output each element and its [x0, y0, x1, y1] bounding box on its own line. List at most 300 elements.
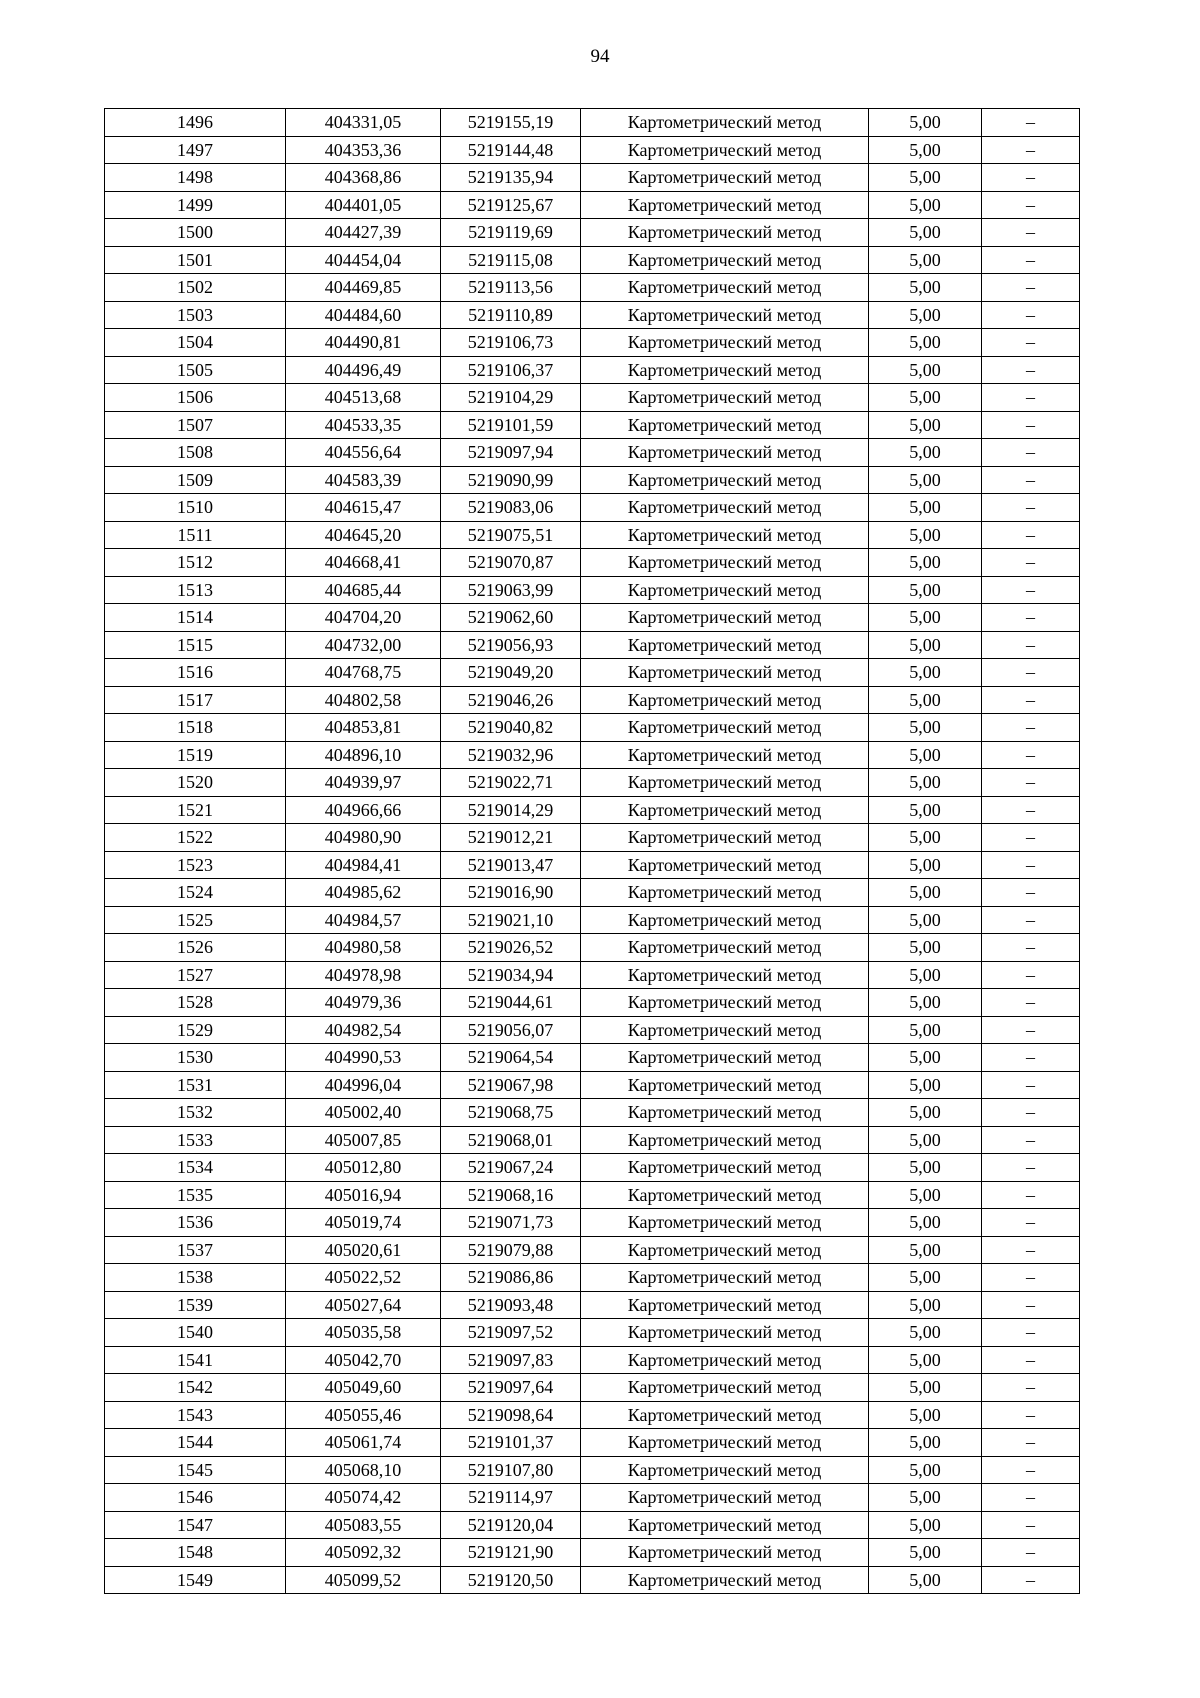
accuracy-cell: 5,00 [869, 741, 982, 769]
method-cell: Картометрический метод [581, 741, 869, 769]
y-coordinate-cell: 5219016,90 [441, 879, 581, 907]
table-row [105, 1016, 1080, 1044]
table-row [105, 1319, 1080, 1347]
point-number-cell: 1528 [105, 989, 286, 1017]
point-number-cell: 1534 [105, 1154, 286, 1182]
point-number-cell: 1523 [105, 851, 286, 879]
accuracy-cell: 5,00 [869, 1456, 982, 1484]
y-coordinate-cell: 5219021,10 [441, 906, 581, 934]
x-coordinate-cell: 404996,04 [286, 1071, 441, 1099]
accuracy-cell: 5,00 [869, 521, 982, 549]
point-number-cell: 1513 [105, 576, 286, 604]
point-number-cell: 1509 [105, 466, 286, 494]
note-cell: – [982, 191, 1080, 219]
accuracy-cell: 5,00 [869, 934, 982, 962]
accuracy-cell: 5,00 [869, 1319, 982, 1347]
x-coordinate-cell: 405007,85 [286, 1126, 441, 1154]
table-row [105, 1456, 1080, 1484]
accuracy-cell: 5,00 [869, 246, 982, 274]
accuracy-cell: 5,00 [869, 384, 982, 412]
method-cell: Картометрический метод [581, 1044, 869, 1072]
point-number-cell: 1541 [105, 1346, 286, 1374]
method-cell: Картометрический метод [581, 1374, 869, 1402]
x-coordinate-cell: 404853,81 [286, 714, 441, 742]
x-coordinate-cell: 404985,62 [286, 879, 441, 907]
table-row [105, 796, 1080, 824]
accuracy-cell: 5,00 [869, 136, 982, 164]
accuracy-cell: 5,00 [869, 796, 982, 824]
y-coordinate-cell: 5219064,54 [441, 1044, 581, 1072]
note-cell: – [982, 961, 1080, 989]
y-coordinate-cell: 5219068,16 [441, 1181, 581, 1209]
y-coordinate-cell: 5219097,94 [441, 439, 581, 467]
x-coordinate-cell: 404645,20 [286, 521, 441, 549]
method-cell: Картометрический метод [581, 1511, 869, 1539]
point-number-cell: 1548 [105, 1539, 286, 1567]
accuracy-cell: 5,00 [869, 1484, 982, 1512]
x-coordinate-cell: 404331,05 [286, 109, 441, 137]
note-cell: – [982, 1566, 1080, 1594]
method-cell: Картометрический метод [581, 1016, 869, 1044]
table-row [105, 631, 1080, 659]
y-coordinate-cell: 5219034,94 [441, 961, 581, 989]
point-number-cell: 1498 [105, 164, 286, 192]
x-coordinate-cell: 405035,58 [286, 1319, 441, 1347]
note-cell: – [982, 411, 1080, 439]
method-cell: Картометрический метод [581, 521, 869, 549]
point-number-cell: 1505 [105, 356, 286, 384]
table-row [105, 1539, 1080, 1567]
x-coordinate-cell: 405042,70 [286, 1346, 441, 1374]
point-number-cell: 1503 [105, 301, 286, 329]
accuracy-cell: 5,00 [869, 1236, 982, 1264]
note-cell: – [982, 1154, 1080, 1182]
point-number-cell: 1501 [105, 246, 286, 274]
x-coordinate-cell: 404427,39 [286, 219, 441, 247]
table-row [105, 824, 1080, 852]
point-number-cell: 1521 [105, 796, 286, 824]
y-coordinate-cell: 5219093,48 [441, 1291, 581, 1319]
table-row [105, 879, 1080, 907]
point-number-cell: 1506 [105, 384, 286, 412]
table-row [105, 686, 1080, 714]
point-number-cell: 1504 [105, 329, 286, 357]
point-number-cell: 1544 [105, 1429, 286, 1457]
note-cell: – [982, 906, 1080, 934]
table-row [105, 164, 1080, 192]
x-coordinate-cell: 404583,39 [286, 466, 441, 494]
accuracy-cell: 5,00 [869, 1099, 982, 1127]
y-coordinate-cell: 5219014,29 [441, 796, 581, 824]
method-cell: Картометрический метод [581, 356, 869, 384]
x-coordinate-cell: 404978,98 [286, 961, 441, 989]
y-coordinate-cell: 5219090,99 [441, 466, 581, 494]
x-coordinate-cell: 405020,61 [286, 1236, 441, 1264]
accuracy-cell: 5,00 [869, 1511, 982, 1539]
point-number-cell: 1536 [105, 1209, 286, 1237]
method-cell: Картометрический метод [581, 1126, 869, 1154]
y-coordinate-cell: 5219040,82 [441, 714, 581, 742]
x-coordinate-cell: 405074,42 [286, 1484, 441, 1512]
accuracy-cell: 5,00 [869, 1126, 982, 1154]
method-cell: Картометрический метод [581, 1099, 869, 1127]
method-cell: Картометрический метод [581, 301, 869, 329]
y-coordinate-cell: 5219056,93 [441, 631, 581, 659]
note-cell: – [982, 1236, 1080, 1264]
x-coordinate-cell: 404533,35 [286, 411, 441, 439]
method-cell: Картометрический метод [581, 1264, 869, 1292]
note-cell: – [982, 136, 1080, 164]
y-coordinate-cell: 5219120,50 [441, 1566, 581, 1594]
x-coordinate-cell: 405016,94 [286, 1181, 441, 1209]
table-row [105, 494, 1080, 522]
note-cell: – [982, 246, 1080, 274]
y-coordinate-cell: 5219104,29 [441, 384, 581, 412]
point-number-cell: 1514 [105, 604, 286, 632]
accuracy-cell: 5,00 [869, 686, 982, 714]
y-coordinate-cell: 5219119,69 [441, 219, 581, 247]
y-coordinate-cell: 5219071,73 [441, 1209, 581, 1237]
accuracy-cell: 5,00 [869, 191, 982, 219]
note-cell: – [982, 604, 1080, 632]
y-coordinate-cell: 5219115,08 [441, 246, 581, 274]
y-coordinate-cell: 5219101,59 [441, 411, 581, 439]
x-coordinate-cell: 405012,80 [286, 1154, 441, 1182]
table-row [105, 356, 1080, 384]
method-cell: Картометрический метод [581, 109, 869, 137]
note-cell: – [982, 384, 1080, 412]
table-row [105, 1511, 1080, 1539]
method-cell: Картометрический метод [581, 164, 869, 192]
point-number-cell: 1532 [105, 1099, 286, 1127]
method-cell: Картометрический метод [581, 466, 869, 494]
point-number-cell: 1525 [105, 906, 286, 934]
accuracy-cell: 5,00 [869, 1264, 982, 1292]
table-row [105, 1566, 1080, 1594]
y-coordinate-cell: 5219070,87 [441, 549, 581, 577]
table-row [105, 136, 1080, 164]
x-coordinate-cell: 405099,52 [286, 1566, 441, 1594]
note-cell: – [982, 1456, 1080, 1484]
note-cell: – [982, 439, 1080, 467]
y-coordinate-cell: 5219056,07 [441, 1016, 581, 1044]
point-number-cell: 1524 [105, 879, 286, 907]
table-row [105, 439, 1080, 467]
accuracy-cell: 5,00 [869, 1401, 982, 1429]
table-row [105, 714, 1080, 742]
y-coordinate-cell: 5219049,20 [441, 659, 581, 687]
method-cell: Картометрический метод [581, 879, 869, 907]
x-coordinate-cell: 404490,81 [286, 329, 441, 357]
table-row [105, 604, 1080, 632]
method-cell: Картометрический метод [581, 329, 869, 357]
table-row [105, 384, 1080, 412]
method-cell: Картометрический метод [581, 796, 869, 824]
point-number-cell: 1502 [105, 274, 286, 302]
x-coordinate-cell: 405055,46 [286, 1401, 441, 1429]
note-cell: – [982, 329, 1080, 357]
point-number-cell: 1538 [105, 1264, 286, 1292]
y-coordinate-cell: 5219107,80 [441, 1456, 581, 1484]
coordinates-table [104, 108, 1080, 1594]
y-coordinate-cell: 5219097,83 [441, 1346, 581, 1374]
table-row [105, 1401, 1080, 1429]
x-coordinate-cell: 405068,10 [286, 1456, 441, 1484]
note-cell: – [982, 714, 1080, 742]
point-number-cell: 1515 [105, 631, 286, 659]
x-coordinate-cell: 404984,41 [286, 851, 441, 879]
note-cell: – [982, 1071, 1080, 1099]
x-coordinate-cell: 404990,53 [286, 1044, 441, 1072]
method-cell: Картометрический метод [581, 1484, 869, 1512]
table-row [105, 1181, 1080, 1209]
note-cell: – [982, 1346, 1080, 1374]
note-cell: – [982, 851, 1080, 879]
table-row [105, 246, 1080, 274]
x-coordinate-cell: 405002,40 [286, 1099, 441, 1127]
accuracy-cell: 5,00 [869, 824, 982, 852]
table-row [105, 1126, 1080, 1154]
x-coordinate-cell: 404768,75 [286, 659, 441, 687]
point-number-cell: 1527 [105, 961, 286, 989]
method-cell: Картометрический метод [581, 246, 869, 274]
x-coordinate-cell: 404966,66 [286, 796, 441, 824]
x-coordinate-cell: 404615,47 [286, 494, 441, 522]
y-coordinate-cell: 5219046,26 [441, 686, 581, 714]
method-cell: Картометрический метод [581, 769, 869, 797]
x-coordinate-cell: 405061,74 [286, 1429, 441, 1457]
accuracy-cell: 5,00 [869, 549, 982, 577]
point-number-cell: 1526 [105, 934, 286, 962]
accuracy-cell: 5,00 [869, 576, 982, 604]
accuracy-cell: 5,00 [869, 219, 982, 247]
table-row [105, 1154, 1080, 1182]
point-number-cell: 1497 [105, 136, 286, 164]
y-coordinate-cell: 5219144,48 [441, 136, 581, 164]
y-coordinate-cell: 5219113,56 [441, 274, 581, 302]
note-cell: – [982, 741, 1080, 769]
accuracy-cell: 5,00 [869, 1429, 982, 1457]
method-cell: Картометрический метод [581, 274, 869, 302]
accuracy-cell: 5,00 [869, 411, 982, 439]
point-number-cell: 1499 [105, 191, 286, 219]
table-row [105, 934, 1080, 962]
method-cell: Картометрический метод [581, 1291, 869, 1319]
accuracy-cell: 5,00 [869, 164, 982, 192]
accuracy-cell: 5,00 [869, 274, 982, 302]
table-row [105, 1071, 1080, 1099]
x-coordinate-cell: 405092,32 [286, 1539, 441, 1567]
point-number-cell: 1533 [105, 1126, 286, 1154]
note-cell: – [982, 989, 1080, 1017]
y-coordinate-cell: 5219063,99 [441, 576, 581, 604]
y-coordinate-cell: 5219013,47 [441, 851, 581, 879]
accuracy-cell: 5,00 [869, 1346, 982, 1374]
method-cell: Картометрический метод [581, 384, 869, 412]
note-cell: – [982, 879, 1080, 907]
table-row [105, 1429, 1080, 1457]
point-number-cell: 1539 [105, 1291, 286, 1319]
table-row [105, 411, 1080, 439]
x-coordinate-cell: 404980,90 [286, 824, 441, 852]
point-number-cell: 1540 [105, 1319, 286, 1347]
method-cell: Картометрический метод [581, 1181, 869, 1209]
accuracy-cell: 5,00 [869, 906, 982, 934]
method-cell: Картометрический метод [581, 906, 869, 934]
x-coordinate-cell: 405027,64 [286, 1291, 441, 1319]
point-number-cell: 1517 [105, 686, 286, 714]
y-coordinate-cell: 5219026,52 [441, 934, 581, 962]
table-row [105, 549, 1080, 577]
method-cell: Картометрический метод [581, 714, 869, 742]
y-coordinate-cell: 5219098,64 [441, 1401, 581, 1429]
table-row [105, 191, 1080, 219]
y-coordinate-cell: 5219114,97 [441, 1484, 581, 1512]
note-cell: – [982, 219, 1080, 247]
note-cell: – [982, 659, 1080, 687]
note-cell: – [982, 1429, 1080, 1457]
y-coordinate-cell: 5219135,94 [441, 164, 581, 192]
accuracy-cell: 5,00 [869, 1181, 982, 1209]
method-cell: Картометрический метод [581, 1154, 869, 1182]
method-cell: Картометрический метод [581, 824, 869, 852]
table-row [105, 1236, 1080, 1264]
y-coordinate-cell: 5219012,21 [441, 824, 581, 852]
method-cell: Картометрический метод [581, 686, 869, 714]
table-row [105, 961, 1080, 989]
note-cell: – [982, 1401, 1080, 1429]
accuracy-cell: 5,00 [869, 1154, 982, 1182]
x-coordinate-cell: 404353,36 [286, 136, 441, 164]
point-number-cell: 1531 [105, 1071, 286, 1099]
method-cell: Картометрический метод [581, 934, 869, 962]
y-coordinate-cell: 5219067,98 [441, 1071, 581, 1099]
accuracy-cell: 5,00 [869, 851, 982, 879]
note-cell: – [982, 934, 1080, 962]
method-cell: Картометрический метод [581, 1401, 869, 1429]
x-coordinate-cell: 404732,00 [286, 631, 441, 659]
method-cell: Картометрический метод [581, 851, 869, 879]
point-number-cell: 1537 [105, 1236, 286, 1264]
accuracy-cell: 5,00 [869, 1291, 982, 1319]
x-coordinate-cell: 405022,52 [286, 1264, 441, 1292]
table-row [105, 301, 1080, 329]
table-row [105, 659, 1080, 687]
point-number-cell: 1500 [105, 219, 286, 247]
note-cell: – [982, 549, 1080, 577]
x-coordinate-cell: 404685,44 [286, 576, 441, 604]
point-number-cell: 1535 [105, 1181, 286, 1209]
method-cell: Картометрический метод [581, 1071, 869, 1099]
page-number: 94 [590, 46, 610, 67]
x-coordinate-cell: 404984,57 [286, 906, 441, 934]
point-number-cell: 1542 [105, 1374, 286, 1402]
x-coordinate-cell: 404368,86 [286, 164, 441, 192]
accuracy-cell: 5,00 [869, 301, 982, 329]
point-number-cell: 1508 [105, 439, 286, 467]
accuracy-cell: 5,00 [869, 714, 982, 742]
point-number-cell: 1512 [105, 549, 286, 577]
table-row [105, 576, 1080, 604]
point-number-cell: 1510 [105, 494, 286, 522]
y-coordinate-cell: 5219068,01 [441, 1126, 581, 1154]
method-cell: Картометрический метод [581, 439, 869, 467]
method-cell: Картометрический метод [581, 576, 869, 604]
note-cell: – [982, 1016, 1080, 1044]
y-coordinate-cell: 5219106,37 [441, 356, 581, 384]
y-coordinate-cell: 5219075,51 [441, 521, 581, 549]
method-cell: Картометрический метод [581, 136, 869, 164]
note-cell: – [982, 1209, 1080, 1237]
x-coordinate-cell: 405019,74 [286, 1209, 441, 1237]
point-number-cell: 1546 [105, 1484, 286, 1512]
note-cell: – [982, 824, 1080, 852]
note-cell: – [982, 301, 1080, 329]
table-row [105, 1374, 1080, 1402]
note-cell: – [982, 164, 1080, 192]
note-cell: – [982, 1539, 1080, 1567]
y-coordinate-cell: 5219125,67 [441, 191, 581, 219]
accuracy-cell: 5,00 [869, 604, 982, 632]
x-coordinate-cell: 405049,60 [286, 1374, 441, 1402]
table-row [105, 769, 1080, 797]
note-cell: – [982, 576, 1080, 604]
table-row [105, 109, 1080, 137]
table-row [105, 741, 1080, 769]
accuracy-cell: 5,00 [869, 329, 982, 357]
y-coordinate-cell: 5219097,64 [441, 1374, 581, 1402]
accuracy-cell: 5,00 [869, 356, 982, 384]
x-coordinate-cell: 404496,49 [286, 356, 441, 384]
table-row [105, 851, 1080, 879]
note-cell: – [982, 1099, 1080, 1127]
y-coordinate-cell: 5219101,37 [441, 1429, 581, 1457]
note-cell: – [982, 1319, 1080, 1347]
y-coordinate-cell: 5219106,73 [441, 329, 581, 357]
method-cell: Картометрический метод [581, 1209, 869, 1237]
table-row [105, 1099, 1080, 1127]
accuracy-cell: 5,00 [869, 631, 982, 659]
method-cell: Картометрический метод [581, 411, 869, 439]
method-cell: Картометрический метод [581, 1539, 869, 1567]
method-cell: Картометрический метод [581, 1319, 869, 1347]
method-cell: Картометрический метод [581, 1456, 869, 1484]
point-number-cell: 1511 [105, 521, 286, 549]
table-row [105, 1264, 1080, 1292]
note-cell: – [982, 631, 1080, 659]
note-cell: – [982, 494, 1080, 522]
y-coordinate-cell: 5219155,19 [441, 109, 581, 137]
note-cell: – [982, 796, 1080, 824]
y-coordinate-cell: 5219086,86 [441, 1264, 581, 1292]
method-cell: Картометрический метод [581, 1429, 869, 1457]
table-row [105, 219, 1080, 247]
method-cell: Картометрический метод [581, 219, 869, 247]
accuracy-cell: 5,00 [869, 879, 982, 907]
y-coordinate-cell: 5219083,06 [441, 494, 581, 522]
point-number-cell: 1516 [105, 659, 286, 687]
method-cell: Картометрический метод [581, 631, 869, 659]
point-number-cell: 1547 [105, 1511, 286, 1539]
point-number-cell: 1518 [105, 714, 286, 742]
y-coordinate-cell: 5219097,52 [441, 1319, 581, 1347]
point-number-cell: 1545 [105, 1456, 286, 1484]
y-coordinate-cell: 5219022,71 [441, 769, 581, 797]
x-coordinate-cell: 404513,68 [286, 384, 441, 412]
accuracy-cell: 5,00 [869, 466, 982, 494]
method-cell: Картометрический метод [581, 989, 869, 1017]
accuracy-cell: 5,00 [869, 659, 982, 687]
